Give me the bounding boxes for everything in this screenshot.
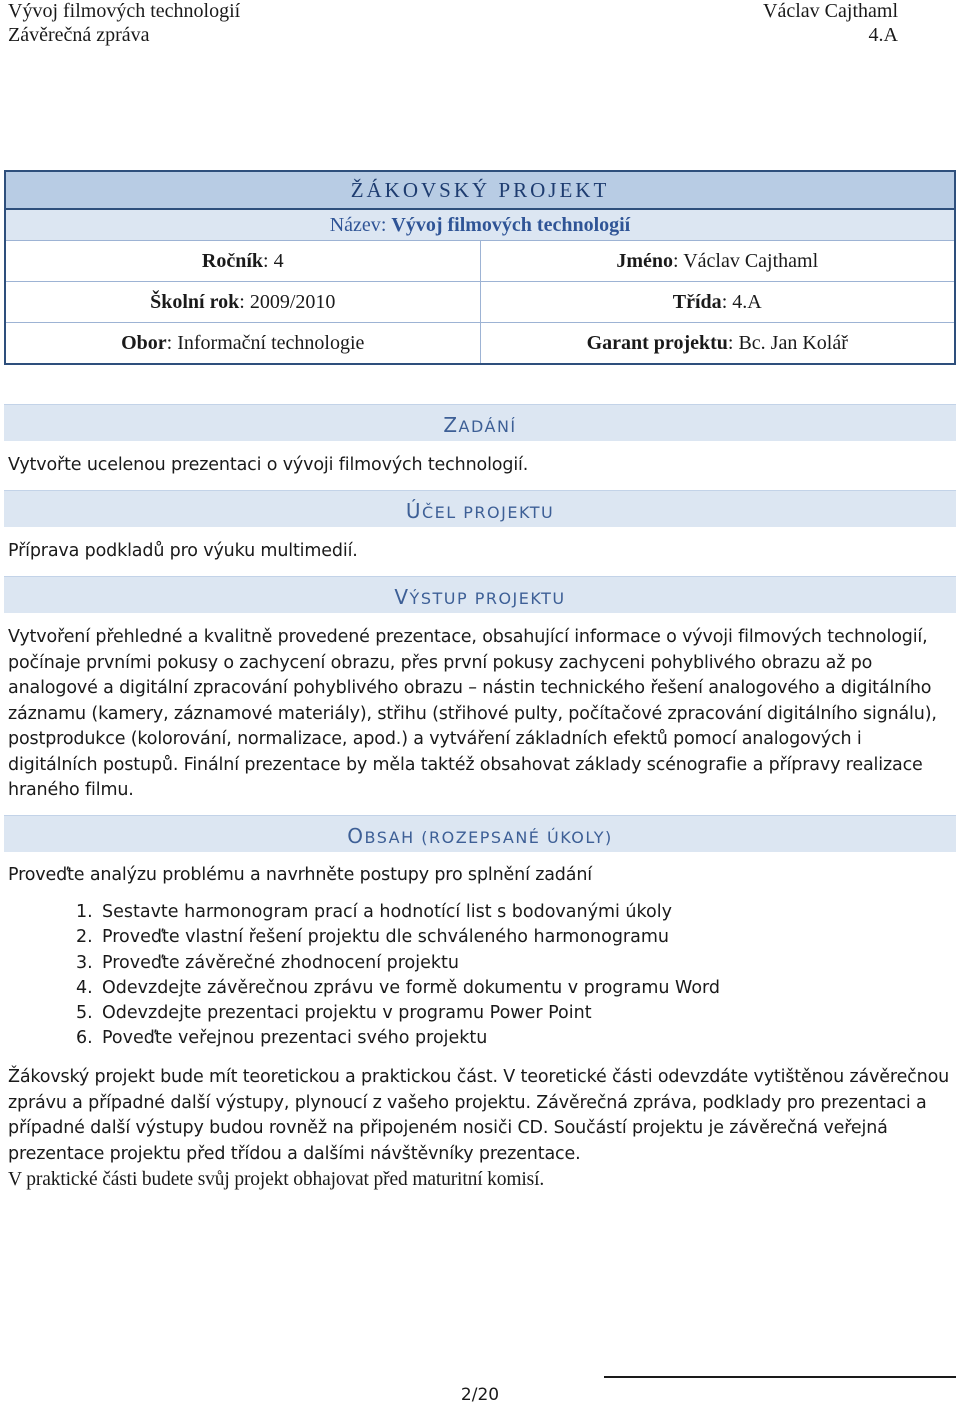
vystup-text: Vytvoření přehledné a kvalitně provedené prezentace, obsahující informace o vývoji filmových technologií, počínaje prvními pokusy o zachycení obrazu, přes první pokusy zachyceni pohyblivého obrazu až po analogové a digitální zpracování pohyblivého obrazu – nástin technického řešení analogového a digitálního záznamu (kamery, záznamové materiály), střihu (střihové pulty, počítačové zpracování digitálního signálu), postprodukce (kolorování, normalizace, apod.) a vytváření základních efektů pomocí analogových i digitálních postupů. Finální prezentace by měla taktéž obsahovat základy scénografie a přípravy realizace hraného filmu.	[8, 627, 937, 800]
project-info-table	[4, 170, 956, 365]
list-item: 2. Proveďte vlastní řešení projektu dle schváleného harmonogramu	[76, 927, 669, 948]
header-document-title: Vývoj filmových technologií	[8, 0, 241, 22]
header-author: Václav Cajthaml	[763, 0, 898, 22]
info-row	[6, 323, 954, 363]
section-heading-zadani: ZADÁNÍ	[4, 404, 956, 441]
closing-paragraph	[8, 1065, 952, 1194]
section-heading-obsah: OBSAH (ROZEPSANÉ ÚKOLY)	[4, 815, 956, 852]
project-name-value: Vývoj filmových technologií	[391, 214, 631, 236]
footer-divider	[604, 1376, 956, 1378]
closing-text-serif: V praktické části budete svůj projekt obhajovat před maturitní komisí.	[8, 1169, 545, 1190]
header-class: 4.A	[868, 24, 898, 46]
info-cell-trida: Třída: 4.A	[672, 291, 762, 313]
zadani-text: Vytvořte ucelenou prezentaci o vývoji filmových technologií.	[8, 455, 529, 475]
section-heading-vystup: VÝSTUP PROJEKTU	[4, 576, 956, 613]
info-cell-skolni-rok: Školní rok: 2009/2010	[6, 282, 481, 322]
obsah-intro: Proveďte analýzu problému a navrhněte postupy pro splnění zadání	[8, 865, 592, 885]
page-number: 2/20	[460, 1385, 500, 1405]
info-cell-jmeno: Jméno: Václav Cajthaml	[616, 250, 819, 272]
project-name-label: Název	[329, 214, 381, 236]
info-row	[6, 282, 954, 323]
project-name-row: Název: Vývoj filmových technologií	[6, 210, 954, 241]
list-item: 5. Odevzdejte prezentaci projektu v programu Power Point	[76, 1003, 592, 1024]
list-item: 4. Odevzdejte závěrečnou zprávu ve formě dokumentu v programu Word	[76, 977, 721, 998]
list-item: 3. Proveďte závěrečné zhodnocení projektu	[76, 952, 459, 973]
info-cell-garant: Garant projektu: Bc. Jan Kolář	[586, 332, 848, 354]
info-row	[6, 241, 954, 282]
closing-text: Žákovský projekt bude mít teoretickou a praktickou část. V teoretické části odevzdáte vytištěnou závěrečnou zprávu a případné další výstupy, plynoucí z vašeho projektu. Závěrečná zpráva, podklady pro prezentaci a případné další výstupy budou rovněž na připojeném nosiči CD. Součástí projektu je závěrečná veřejná prezentace projektu před třídou a dalšími návštěvníky prezentace.	[8, 1067, 950, 1164]
project-table-title: ŽÁKOVSKÝ PROJEKT	[6, 172, 954, 210]
section-heading-ucel: ÚČEL PROJEKTU	[4, 490, 956, 527]
running-header-line1	[8, 0, 898, 24]
task-list	[76, 900, 720, 1052]
info-cell-rocnik: Ročník: 4	[6, 241, 481, 281]
ucel-text: Příprava podkladů pro výuku multimedií.	[8, 541, 358, 561]
info-cell-obor: Obor: Informační technologie	[6, 323, 481, 363]
list-item: 6. Poveďte veřejnou prezentaci svého projektu	[76, 1028, 488, 1049]
list-item: 1. Sestavte harmonogram prací a hodnotící list s bodovanými úkoly	[76, 902, 672, 922]
running-header-line2	[8, 24, 898, 48]
header-report-type: Závěrečná zpráva	[8, 24, 150, 46]
